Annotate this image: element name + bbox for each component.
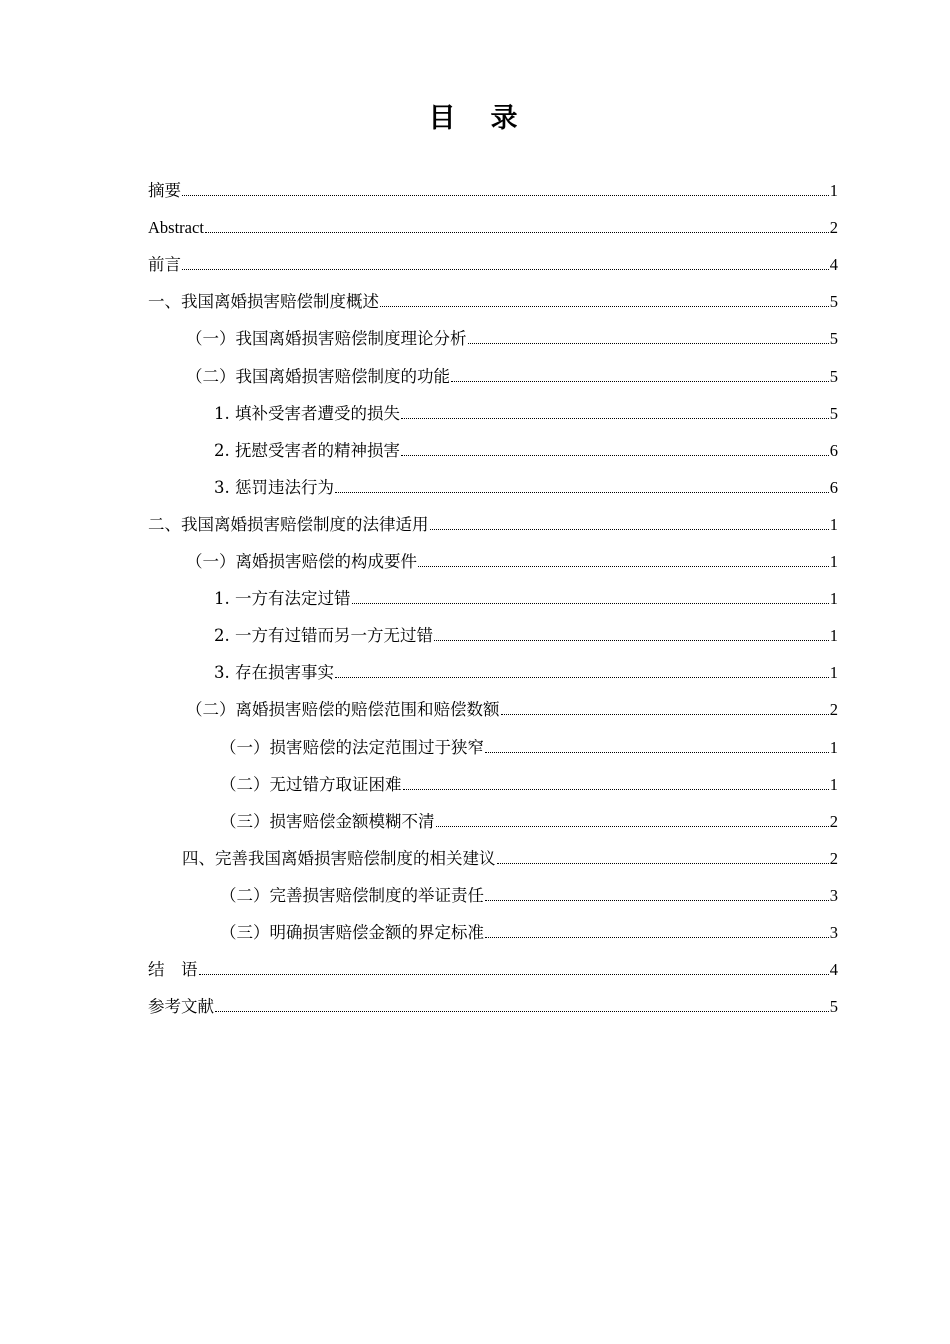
toc-page-number: 5 bbox=[829, 366, 838, 386]
toc-dot-leader bbox=[434, 640, 829, 641]
toc-page-number: 6 bbox=[829, 477, 838, 497]
toc-page-number: 1 bbox=[829, 774, 838, 794]
toc-dot-leader bbox=[436, 826, 829, 827]
toc-page-number: 1 bbox=[829, 514, 838, 534]
toc-entry-label: 一、我国离婚损害赔偿制度概述 bbox=[148, 292, 379, 312]
toc-entry-label: （一）损害赔偿的法定范围过于狭窄 bbox=[220, 737, 484, 757]
toc-page-number: 5 bbox=[829, 292, 838, 312]
toc-entry[interactable] bbox=[148, 241, 838, 278]
toc-page-number: 1 bbox=[829, 626, 838, 646]
toc-entry-label: Abstract bbox=[148, 218, 204, 238]
toc-entry-label: 2. 一方有过错而另一方无过错 bbox=[214, 626, 433, 646]
toc-dot-leader bbox=[468, 343, 829, 344]
toc-entry[interactable] bbox=[148, 167, 838, 204]
toc-entry[interactable] bbox=[148, 538, 838, 575]
toc-dot-leader bbox=[403, 789, 829, 790]
table-of-contents bbox=[148, 167, 838, 1020]
toc-entry-label: 摘要 bbox=[148, 181, 181, 201]
toc-page-number: 2 bbox=[829, 811, 838, 831]
toc-dot-leader bbox=[485, 900, 829, 901]
toc-entry[interactable] bbox=[148, 464, 838, 501]
toc-dot-leader bbox=[430, 529, 829, 530]
toc-entry[interactable] bbox=[148, 798, 838, 835]
toc-page-number: 1 bbox=[829, 181, 838, 201]
toc-dot-leader bbox=[401, 418, 829, 419]
toc-page-number: 1 bbox=[829, 589, 838, 609]
toc-entry[interactable] bbox=[148, 946, 838, 983]
toc-entry-label: （一）离婚损害赔偿的构成要件 bbox=[186, 552, 417, 572]
page-title: 目 录 bbox=[428, 103, 522, 134]
toc-dot-leader bbox=[380, 306, 829, 307]
toc-page-number: 6 bbox=[829, 440, 838, 460]
toc-page-number: 3 bbox=[829, 885, 838, 905]
toc-entry-label: 前言 bbox=[148, 255, 181, 275]
toc-entry[interactable] bbox=[148, 761, 838, 798]
toc-dot-leader bbox=[485, 937, 829, 938]
toc-page-number: 5 bbox=[829, 403, 838, 423]
toc-entry[interactable] bbox=[148, 390, 838, 427]
toc-dot-leader bbox=[451, 381, 829, 382]
toc-entry[interactable] bbox=[148, 835, 838, 872]
toc-entry[interactable] bbox=[148, 983, 838, 1020]
toc-entry[interactable] bbox=[148, 278, 838, 315]
toc-entry-label: 3. 惩罚违法行为 bbox=[214, 477, 334, 497]
toc-page-number: 2 bbox=[829, 848, 838, 868]
toc-entry-label: （三）明确损害赔偿金额的界定标准 bbox=[220, 922, 484, 942]
toc-entry[interactable] bbox=[148, 501, 838, 538]
toc-dot-leader bbox=[485, 752, 829, 753]
toc-entry[interactable] bbox=[148, 612, 838, 649]
toc-entry-label: 1. 一方有法定过错 bbox=[214, 589, 351, 609]
toc-entry[interactable] bbox=[148, 352, 838, 389]
toc-entry[interactable] bbox=[148, 649, 838, 686]
toc-dot-leader bbox=[352, 603, 829, 604]
toc-page-number: 4 bbox=[829, 255, 838, 275]
toc-entry-label: （二）完善损害赔偿制度的举证责任 bbox=[220, 885, 484, 905]
toc-dot-leader bbox=[182, 269, 829, 270]
toc-entry[interactable] bbox=[148, 315, 838, 352]
toc-page-number: 3 bbox=[829, 922, 838, 942]
toc-page-number: 1 bbox=[829, 552, 838, 572]
toc-entry-label: （二）我国离婚损害赔偿制度的功能 bbox=[186, 366, 450, 386]
toc-page-number: 1 bbox=[829, 737, 838, 757]
toc-entry-label: 二、我国离婚损害赔偿制度的法律适用 bbox=[148, 514, 429, 534]
toc-dot-leader bbox=[335, 677, 829, 678]
toc-dot-leader bbox=[215, 1011, 829, 1012]
toc-entry[interactable] bbox=[148, 909, 838, 946]
toc-entry-label: （二）离婚损害赔偿的赔偿范围和赔偿数额 bbox=[186, 700, 500, 720]
toc-page-number: 2 bbox=[829, 218, 838, 238]
toc-page-number: 2 bbox=[829, 700, 838, 720]
toc-dot-leader bbox=[418, 566, 829, 567]
toc-entry[interactable] bbox=[148, 575, 838, 612]
toc-entry-label: （一）我国离婚损害赔偿制度理论分析 bbox=[186, 329, 467, 349]
toc-entry[interactable] bbox=[148, 204, 838, 241]
toc-dot-leader bbox=[335, 492, 829, 493]
toc-entry[interactable] bbox=[148, 686, 838, 723]
toc-dot-leader bbox=[497, 863, 829, 864]
toc-dot-leader bbox=[199, 974, 829, 975]
toc-entry-label: 四、完善我国离婚损害赔偿制度的相关建议 bbox=[182, 848, 496, 868]
toc-entry-label: 2. 抚慰受害者的精神损害 bbox=[214, 440, 400, 460]
toc-dot-leader bbox=[501, 714, 829, 715]
toc-entry-label: 1. 填补受害者遭受的损失 bbox=[214, 403, 400, 423]
toc-page-number: 5 bbox=[829, 329, 838, 349]
toc-entry[interactable] bbox=[148, 723, 838, 760]
toc-page-number: 1 bbox=[829, 663, 838, 683]
toc-entry[interactable] bbox=[148, 427, 838, 464]
toc-entry-label: 结 语 bbox=[148, 960, 198, 980]
toc-entry-label: （三）损害赔偿金额模糊不清 bbox=[220, 811, 435, 831]
toc-entry-label: 参考文献 bbox=[148, 997, 214, 1017]
toc-page-number: 4 bbox=[829, 960, 838, 980]
toc-dot-leader bbox=[205, 232, 829, 233]
toc-dot-leader bbox=[182, 195, 829, 196]
toc-entry[interactable] bbox=[148, 872, 838, 909]
toc-entry-label: 3. 存在损害事实 bbox=[214, 663, 334, 683]
toc-entry-label: （二）无过错方取证困难 bbox=[220, 774, 402, 794]
toc-page-number: 5 bbox=[829, 997, 838, 1017]
toc-dot-leader bbox=[401, 455, 829, 456]
